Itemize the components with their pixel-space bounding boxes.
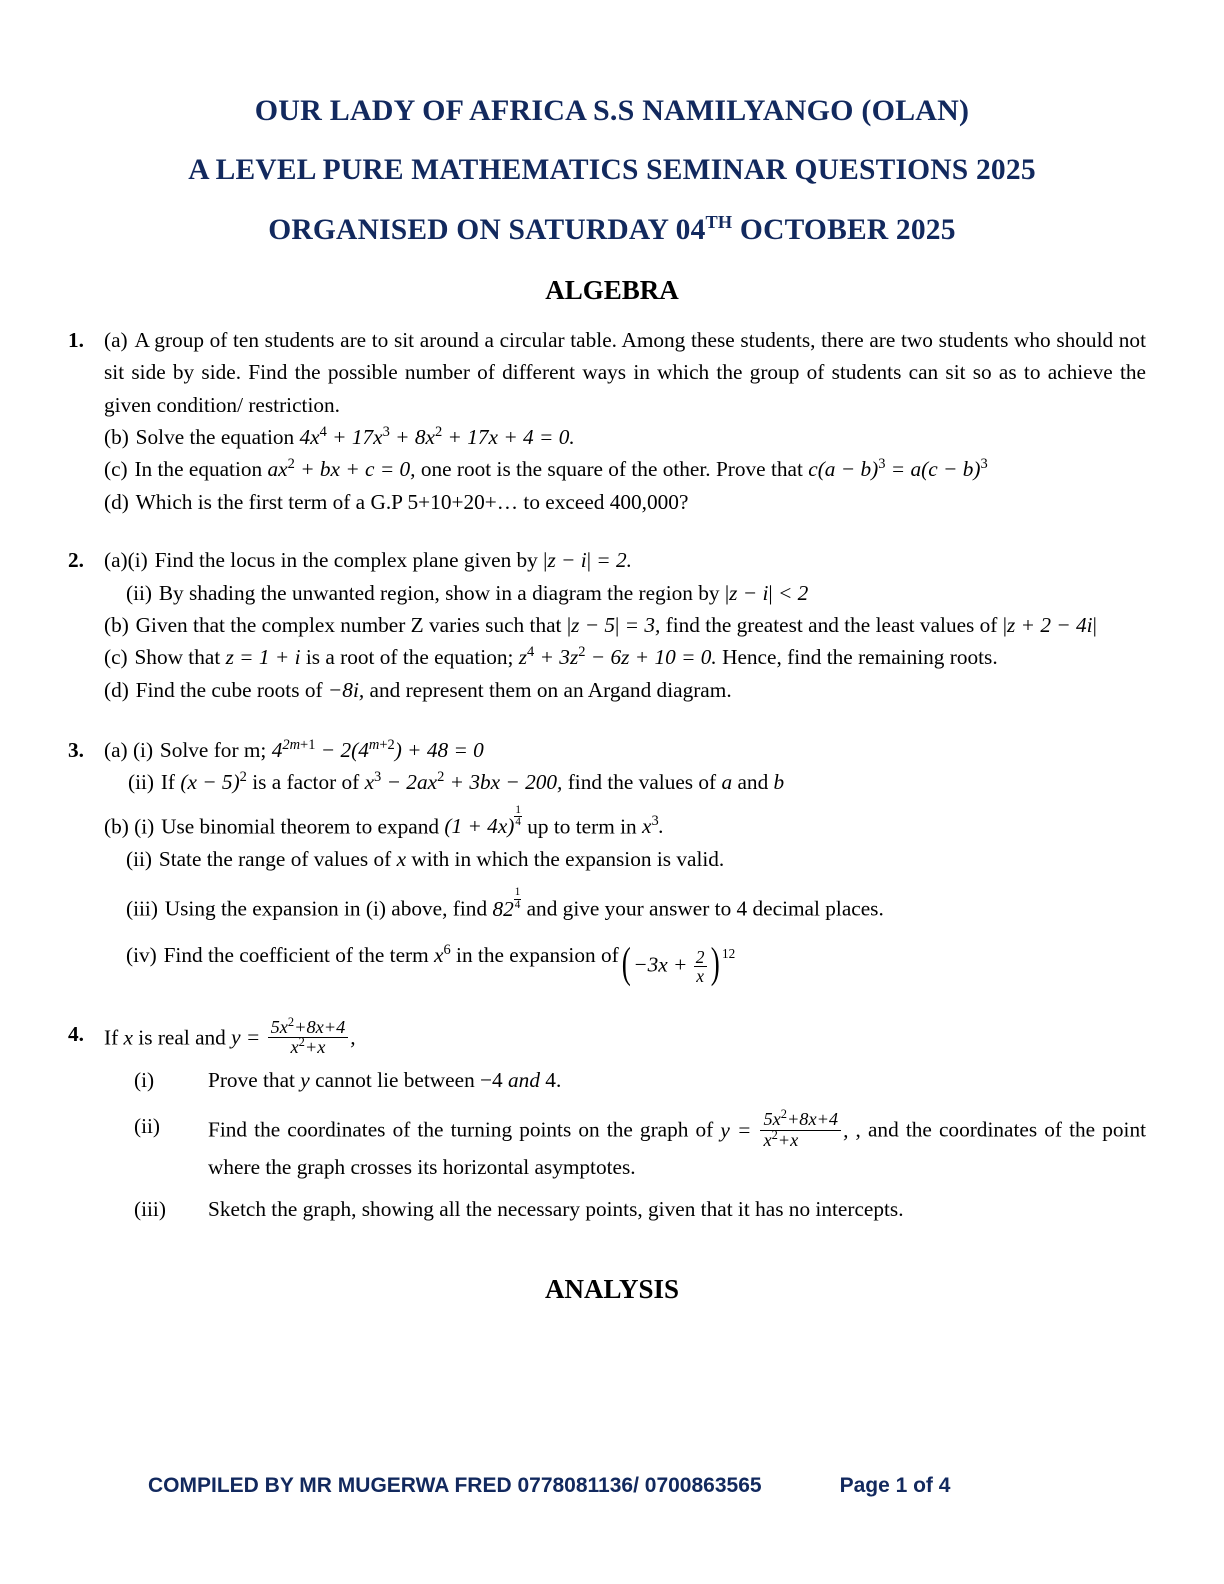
question-3-part-biv <box>104 939 1146 985</box>
section-heading-analysis: ANALYSIS <box>544 1273 680 1304</box>
question-3-part-ai-label: (a) (i) <box>104 737 154 762</box>
question-3-part-ai-lead: Solve for m; <box>159 737 267 762</box>
question-2-part-b-expression: |z + 2 − 4i| <box>1002 612 1097 637</box>
question-3-part-aii-label: (ii) <box>128 770 155 795</box>
question-3-part-aii-polynomial: $x^3 - 2ax^2 + 3bx - 200$, <box>364 769 563 795</box>
question-4-stem-var: x <box>123 1024 133 1049</box>
question-1-part-a-text: A group of ten students are to sit around a circular table. Among these students, there are two students who should not sit side by side. Find the possible number of different ways in which the group of students can sit so as to achieve the given condition/ restriction. <box>104 328 1146 417</box>
question-3-part-bii <box>104 843 1146 875</box>
question-4-item-ii-text-b: , and the coordinates of the point where the graph crosses its horizontal asymptotes. <box>208 1117 1147 1179</box>
footer-credit: COMPILED BY MR MUGERWA FRED 0778081136/ 0700863565 <box>148 1474 762 1497</box>
question-4-item-iii-text: Sketch the graph, showing all the necessary points, given that it has no intercepts. <box>208 1197 904 1222</box>
question-1-part-b-label: (b) <box>104 425 129 450</box>
question-2-number: 2. <box>68 548 84 573</box>
question-3-part-bii-tail: with in which the expansion is valid. <box>411 846 725 871</box>
question-4-item-i-text-a: Prove that <box>208 1068 295 1093</box>
question-3-part-bi-label: (b) (i) <box>104 814 155 839</box>
organised-suffix: OCTOBER 2025 <box>732 213 956 246</box>
question-3-part-biii-tail: and give your answer to 4 decimal places. <box>526 896 884 921</box>
question-2-part-b-mid: find the greatest and the least values of <box>665 612 998 637</box>
question-1-part-c-label: (c) <box>104 457 128 482</box>
question-1-number: 1. <box>68 328 84 352</box>
question-2-part-ai-label: (a)(i) <box>104 548 148 573</box>
question-2 <box>68 544 1146 706</box>
question-2-part-c-mid: is a root of the equation; <box>305 645 514 670</box>
question-3-part-biv-label: (iv) <box>126 943 157 968</box>
question-4-item-ii-text-a: Find the coordinates of the turning points on the graph of <box>208 1117 714 1142</box>
page-title-school: OUR LADY OF AFRICA S.S NAMILYANGO (OLAN) <box>254 94 970 127</box>
question-1-part-c-result: $c(a - b)^3 = a(c - b)^3$ <box>808 456 988 482</box>
question-4 <box>68 1014 1147 1226</box>
question-1-part-b <box>104 421 1146 453</box>
question-3-part-aii-factor: $(x - 5)^2$ <box>180 769 247 795</box>
question-2-part-ai <box>104 544 1146 576</box>
question-3 <box>68 734 1146 987</box>
question-3-part-bi-term: $x^3$. <box>641 813 664 839</box>
question-3-part-bi-mid: up to term in <box>527 814 637 839</box>
page-title-paper: A LEVEL PURE MATHEMATICS SEMINAR QUESTIONS 2025 <box>188 154 1036 186</box>
question-2-part-d-value: −8i, <box>327 677 365 702</box>
question-4-roman-list <box>104 1064 1146 1226</box>
question-2-part-d-label: (d) <box>104 677 129 702</box>
question-4-item-iii-label: (iii) <box>134 1197 166 1222</box>
question-3-part-bii-lead: State the range of values of <box>158 846 392 871</box>
question-1-part-c <box>104 453 1146 485</box>
question-1-part-b-lead: Solve the equation <box>135 425 295 450</box>
question-4-item-i-var: y <box>300 1068 310 1093</box>
question-3-part-biv-lead: Find the coefficient of the term <box>163 943 429 968</box>
question-4-item-i-text-b: cannot lie between −4 and 4. <box>315 1068 562 1093</box>
question-3-wrapper <box>0 734 1224 986</box>
question-2-part-c-root: z = 1 + i <box>225 645 301 670</box>
question-4-stem <box>104 1014 1146 1059</box>
section-heading-algebra: ALGEBRA <box>545 275 679 305</box>
question-1-part-a <box>104 324 1146 421</box>
question-2-part-c <box>104 641 1146 673</box>
question-3-part-biv-expression: ( −3x + $\frac{2}{x}$ ) 12 <box>621 939 736 987</box>
question-1-part-d-label: (d) <box>104 489 129 514</box>
question-1 <box>68 324 1146 518</box>
question-3-part-biii <box>104 887 1146 925</box>
question-1-part-a-label: (a) <box>104 328 128 352</box>
question-2-part-b-label: (b) <box>104 612 129 637</box>
question-3-part-bi-expression: (1 + 4x) $\frac{1}{4}$ <box>444 803 521 839</box>
question-2-part-c-equation: $z^4 + 3z^2 - 6z + 10 = 0$. <box>518 644 717 670</box>
question-3-part-bi <box>104 805 1146 843</box>
page-title-organised <box>0 186 1224 246</box>
question-2-part-c-lead: Show that <box>134 645 221 670</box>
question-2-part-b-lead: Given that the complex number Z varies such that <box>135 612 562 637</box>
question-2-part-b-equation: |z − 5| = 3, <box>566 612 661 637</box>
question-3-part-aii-mid: is a factor of <box>252 770 360 795</box>
question-3-part-biii-lead: Using the expansion in (i) above, find <box>164 896 488 921</box>
question-1-part-d-text: Which is the first term of a G.P 5+10+20+… to exceed 400,000? <box>135 489 689 514</box>
question-3-part-aii-tail: find the values of a and b <box>567 770 785 795</box>
question-2-part-b <box>104 609 1146 641</box>
question-2-part-c-tail: Hence, find the remaining roots. <box>722 645 998 670</box>
organised-ordinal-superscript: TH <box>705 211 733 232</box>
question-3-part-aii <box>104 766 1146 798</box>
organised-prefix: ORGANISED ON SATURDAY 04 <box>268 213 706 246</box>
question-2-part-d-lead: Find the cube roots of <box>135 677 323 702</box>
question-2-part-aii <box>104 577 1146 609</box>
question-2-wrapper <box>0 544 1224 706</box>
page-footer <box>0 1474 1224 1498</box>
question-2-part-aii-lead: By shading the unwanted region, show in a diagram the region by <box>158 580 720 605</box>
question-1-part-c-lead: In the equation <box>134 457 263 482</box>
question-4-item-ii <box>104 1107 1147 1183</box>
question-4-item-ii-equation: y = $\frac{5x^2+8x+4}{x^2+x}$ , <box>720 1107 849 1151</box>
question-4-number: 4. <box>68 1021 84 1046</box>
question-3-part-bi-lead: Use binomial theorem to expand <box>161 814 440 839</box>
question-1-part-c-equation: $ax^2$ + bx + c = 0, <box>267 456 416 482</box>
question-2-part-aii-label: (ii) <box>126 580 153 605</box>
question-4-item-ii-label: (ii) <box>134 1114 161 1139</box>
question-2-part-ai-equation: |z − i| = 2. <box>543 548 632 573</box>
question-3-part-biv-term: $x^6$ <box>434 942 451 968</box>
question-3-number: 3. <box>68 737 84 762</box>
question-3-part-ai-equation: $4^{2m+1} - 2(4^{m+2}) + 48 = 0$ <box>271 736 484 762</box>
question-2-part-aii-equation: |z − i| < 2 <box>724 580 809 605</box>
question-3-part-biii-value: 82 $\frac{1}{4}$ <box>492 886 521 921</box>
question-2-part-ai-lead: Find the locus in the complex plane given by <box>154 548 538 573</box>
question-3-part-biii-label: (iii) <box>126 896 158 921</box>
question-4-item-iii <box>104 1193 1146 1225</box>
question-2-part-c-label: (c) <box>104 645 128 670</box>
question-4-stem-lead: If <box>104 1024 119 1049</box>
question-1-part-c-mid: one root is the square of the other. Prove that <box>420 457 803 482</box>
question-3-part-bii-label: (ii) <box>126 846 153 871</box>
question-4-stem-mid: is real and <box>138 1024 226 1049</box>
question-3-part-biv-mid: in the expansion of <box>456 943 619 968</box>
question-2-part-d <box>104 674 1146 706</box>
question-1-part-d <box>104 486 1146 518</box>
question-4-stem-equation: y = $\frac{5x^2+8x+4}{x^2+x}$ , <box>231 1014 356 1058</box>
question-4-wrapper <box>0 1014 1224 1226</box>
question-2-part-d-tail: and represent them on an Argand diagram. <box>369 677 732 702</box>
question-4-item-i-label: (i) <box>134 1068 155 1093</box>
question-3-part-aii-lead: If <box>160 770 176 795</box>
footer-page-number: Page 1 of 4 <box>839 1474 951 1497</box>
question-4-item-i <box>104 1064 1146 1096</box>
question-3-part-bii-var: x <box>396 846 407 871</box>
question-3-part-ai <box>104 734 1146 766</box>
question-1-part-b-equation: $4x^4 + 17x^3 + 8x^2 + 17x + 4 = 0$. <box>299 423 575 450</box>
question-1-wrapper <box>0 324 1224 518</box>
